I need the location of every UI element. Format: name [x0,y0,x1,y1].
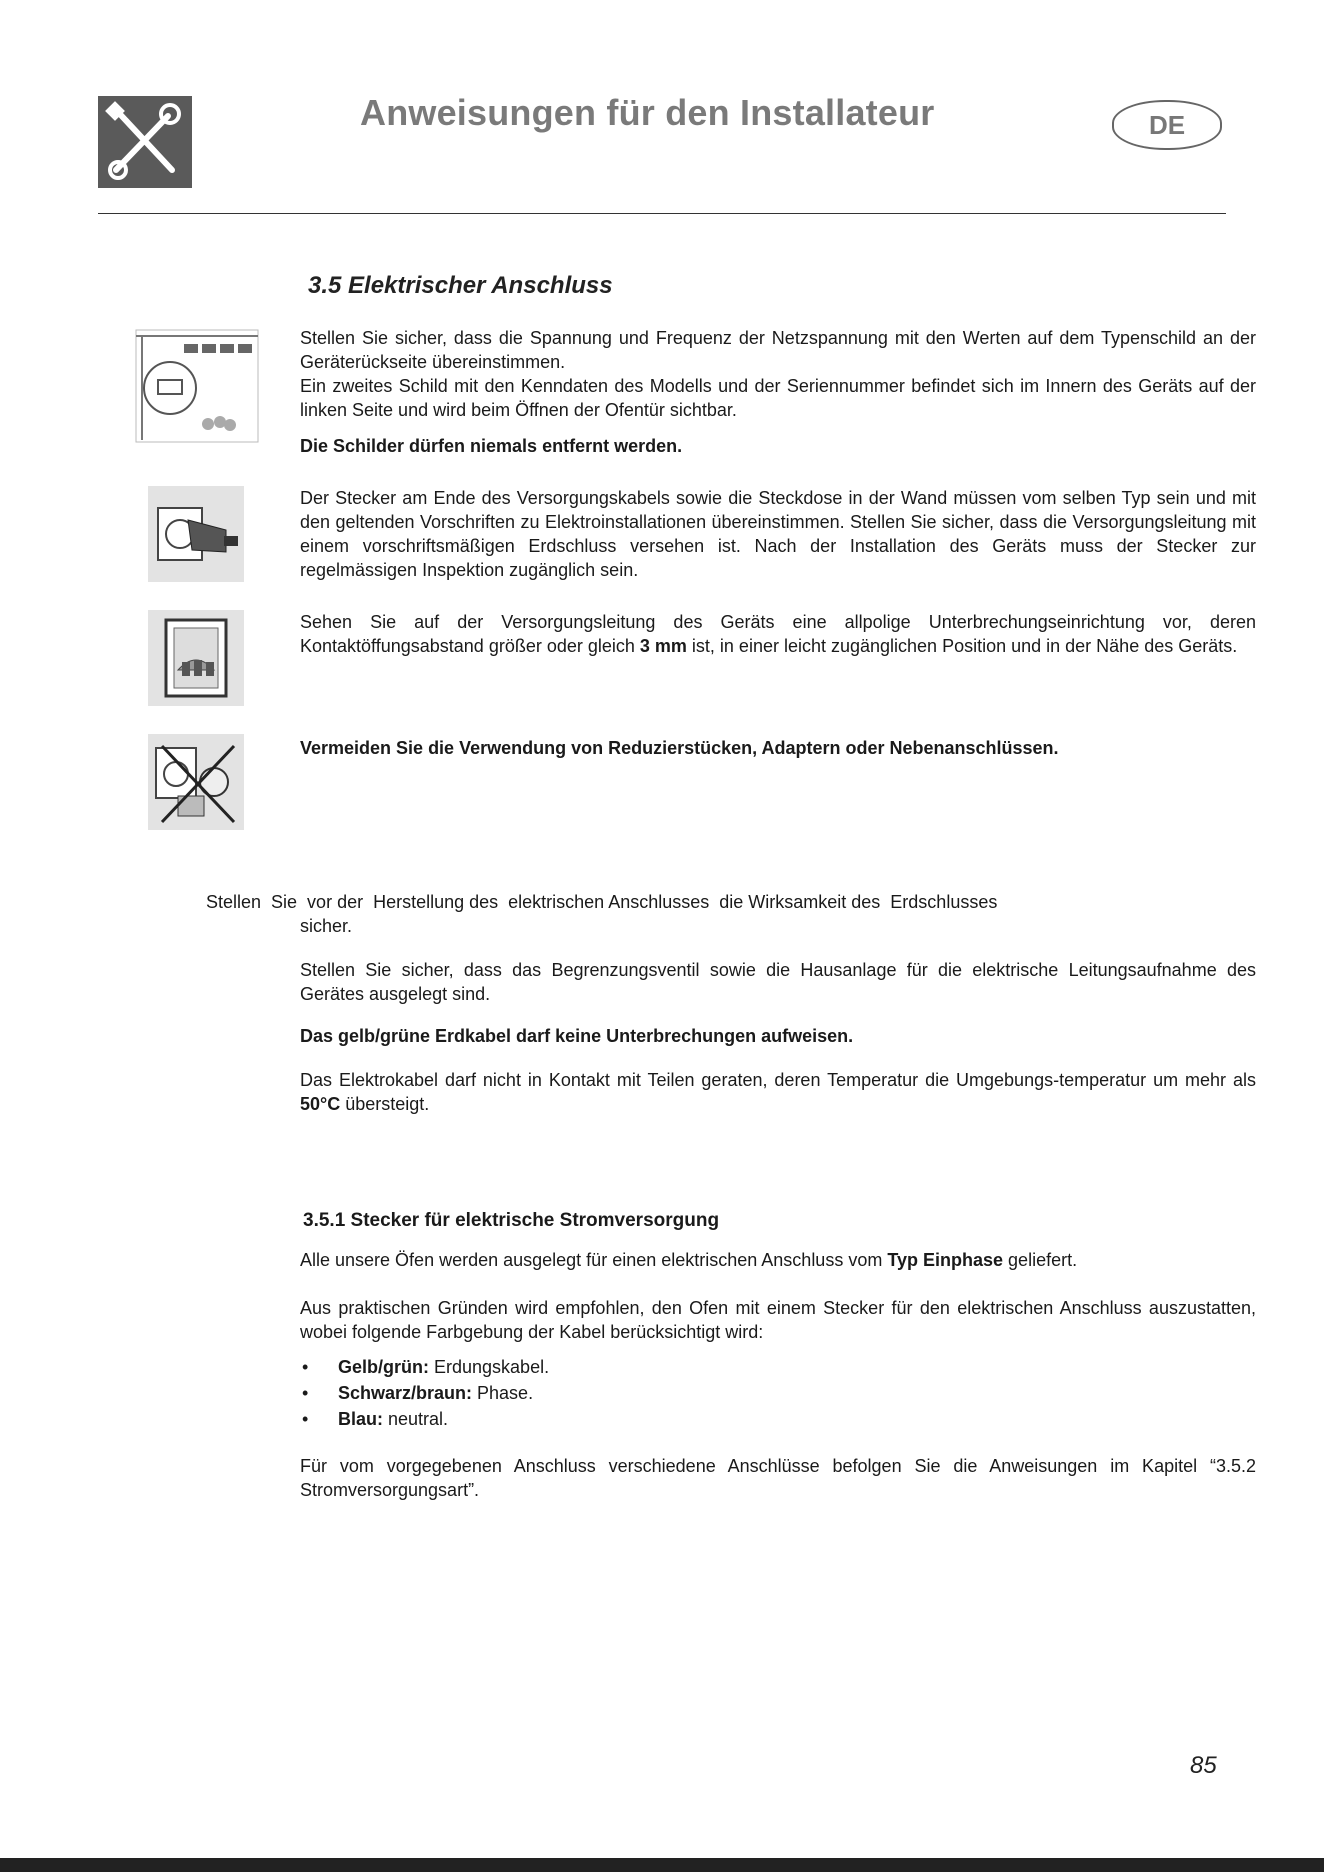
page-header-title: Anweisungen für den Installateur [360,92,935,133]
paragraph-other-connections: Für vom vorgegebenen Anschluss verschiedene Anschlüsse befolgen Sie die Anweisungen im Kapitel “3.5.2 Stromversorgungsart”. [300,1456,1256,1500]
isolator-switch-illustration [148,610,244,706]
warning-earth-cable: Das gelb/grüne Erdkabel darf keine Unterbrechungen aufweisen. [300,1026,854,1046]
rating-plate-illustration [134,328,260,444]
subsection-heading: 3.5.1 Stecker für elektrische Stromversorgung [303,1210,720,1231]
tools-icon [98,96,192,188]
paragraph-temperature: Das Elektrokabel darf nicht in Kontakt mit Teilen geraten, deren Temperatur die Umgebungs-temperatur um mehr als 50°C übersteigt. [300,1070,1256,1114]
paragraph-earth-check-line1: Stellen Sie vor der Herstellung des elektrischen Anschlusses die Wirksamkeit des Erdschlusses [206,892,998,912]
section-heading: 3.5 Elektrischer Anschluss [308,272,613,299]
warning-adapters: Vermeiden Sie die Verwendung von Reduzierstücken, Adaptern oder Nebenanschlüssen. [300,738,1059,758]
paragraph-second-plate: Ein zweites Schild mit den Kenndaten des Modells und der Seriennummer befindet sich im Innern des Geräts auf der linken Seite und wird beim Öffnen der Ofentür sichtbar. [300,376,1256,420]
paragraph-isolator: Sehen Sie auf der Versorgungsleitung des Geräts eine allpolige Unterbrechungseinrichtung vor, deren Kontaktöffungsabstand größer oder gleich 3 mm ist, in einer leicht zugänglichen Position und in der Nähe des Geräts. [300,612,1256,656]
paragraph-voltage: Stellen Sie sicher, dass die Spannung und Frequenz der Netzspannung mit den Werten auf dem Typenschild an der Geräterückseite übereinstimmen. [300,328,1256,372]
paragraph-plug-recommendation: Aus praktischen Gründen wird empfohlen, den Ofen mit einem Stecker für den elektrischen Anschluss auszustatten, wobei folgende Farbgebung der Kabel berücksichtigt wird: [300,1298,1256,1342]
list-item: • Blau: neutral. [302,1409,449,1429]
paragraph-plug-socket: Der Stecker am Ende des Versorgungskabels sowie die Steckdose in der Wand müssen vom selben Typ sein und mit den geltenden Vorschriften zu Elektroinstallationen übereinstimmen. Stellen Sie sicher, dass die Versorgungsleitung mit einem vorschriftsmäßigen Erdschluss versehen ist. Nach der Installation des Geräts muss der Stecker zur regelmässigen Inspektion zugänglich sein. [300,488,1256,580]
paragraph-earth-check-line2: sicher. [300,916,353,936]
paragraph-single-phase: Alle unsere Öfen werden ausgelegt für einen elektrischen Anschluss vom Typ Einphase geliefert. [300,1250,1078,1270]
bottom-edge-bar [0,1858,1324,1872]
page-number: 85 [1190,1752,1217,1779]
list-item: • Gelb/grün: Erdungskabel. [302,1357,550,1377]
paragraph-limiter: Stellen Sie sicher, dass das Begrenzungsventil sowie die Hausanlage für die elektrische Leitungsaufnahme des Gerätes ausgelegt sind. [300,960,1256,1004]
no-adapters-illustration [148,734,244,830]
plug-socket-illustration [148,486,244,582]
warning-plates: Die Schilder dürfen niemals entfernt werden. [300,436,683,456]
language-badge: DE [1112,100,1222,150]
cable-color-list [300,1354,1200,1432]
header-divider [98,213,1226,214]
list-item: • Schwarz/braun: Phase. [302,1383,534,1403]
